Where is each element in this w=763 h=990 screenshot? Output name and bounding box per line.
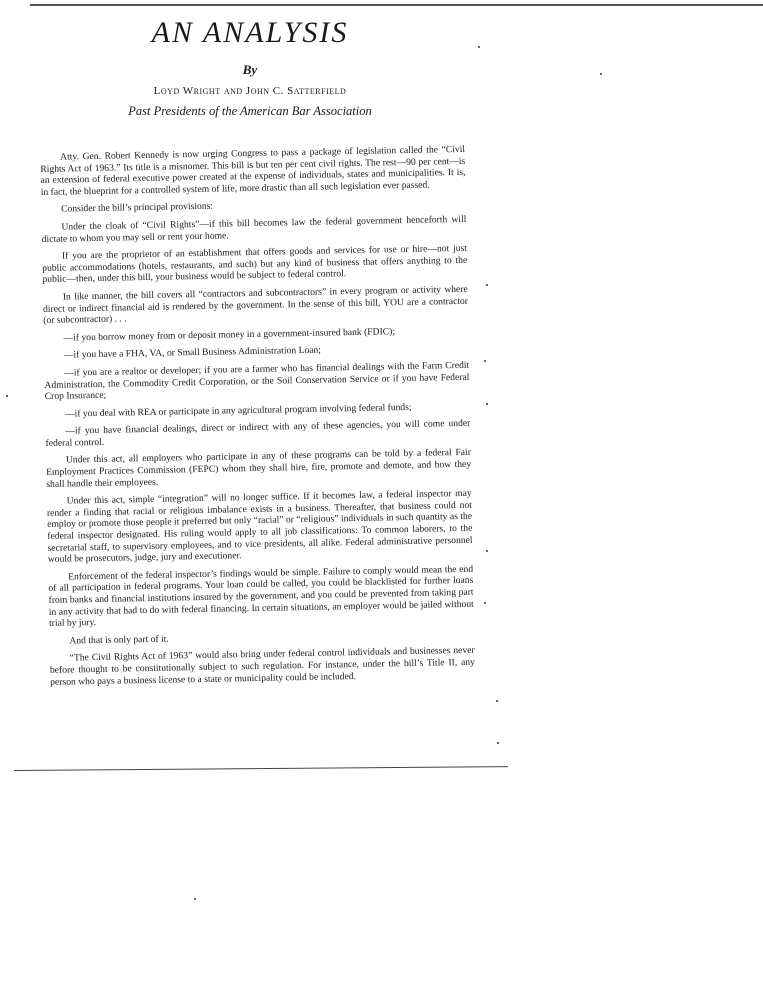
bottom-rule	[14, 766, 508, 771]
list-item-rea: —if you deal with REA or participate in any agricultural program involving federal funds;	[64, 401, 412, 420]
author-affiliation: Past Presidents of the American Bar Association	[128, 104, 372, 118]
paragraph-title-ii: “The Civil Rights Act of 1963” would also bring under federal control individuals and businesses never before thought to be constitutionally subject to such regulation. For instance, under the bill’s Title II, any person who pays a business license to a state or municipality could be included.	[49, 645, 475, 688]
scan-speck	[6, 395, 8, 397]
paragraph-intro: Atty. Gen. Robert Kennedy is now urging Congress to pass a package of legislation called the “Civil Rights Act of 1963.” Its title is a misnomer. This bill is but ten per cent civil rights. The rest—90 per cent—is an extension of federal executive power created at the expense of individuals, states and municipalities. It is, in fact, the blueprint for a controlled system of life, more drastic than all such legislation ever passed.	[40, 143, 466, 198]
top-rule	[30, 4, 763, 6]
list-item-agencies: —if you have financial dealings, direct or indirect with any of these agencies, you will come under federal control.	[45, 418, 471, 449]
scan-speck	[486, 284, 488, 286]
scan-speck	[484, 602, 486, 604]
paragraph-enforcement: Enforcement of the federal inspector’s findings would be simple. Failure to comply would mean the end of all participation in federal programs. Your loan could be called, you could be blacklisted for further loans from banks and financial institutions insured by the government, and you could be prevented from taking part in any activity that had to do with federal financing. In certain situations, an employer would be jailed without trial by jury.	[48, 563, 474, 630]
paragraph-contractors: In like manner, the bill covers all “contractors and subcontractors” in every program or activity where direct or indirect financial aid is rendered by the government. In the sense of this bill, YOU are a contractor (or subcontractor) . . .	[42, 283, 469, 327]
scan-speck	[600, 73, 602, 75]
paragraph-business: If you are the proprietor of an establishment that offers goods and services for use or hire—not just public accommodations (hotels, restaurants, and such) but any kind of business that offers anything to the public—then, under this bill, your business would be subject to federal control.	[42, 242, 468, 286]
page-title: AN ANALYSIS	[151, 16, 349, 49]
article-body	[40, 144, 475, 694]
paragraph-housing: Under the cloak of “Civil Rights”—if this bill becomes law the federal government henceforth will dictate to whom you may sell or rent your home.	[41, 213, 467, 245]
scan-speck	[496, 700, 498, 702]
scan-speck	[497, 742, 499, 744]
scan-speck	[194, 898, 196, 900]
scan-speck	[484, 360, 486, 362]
list-item-loan: —if you have a FHA, VA, or Small Business Administration Loan;	[63, 344, 322, 361]
byline: By	[242, 62, 258, 77]
scan-speck	[478, 46, 480, 48]
paragraph-only-part: And that is only part of it.	[69, 633, 169, 647]
authors: Loyd Wright and John C. Satterfield	[153, 85, 347, 97]
paragraph-integration: Under this act, simple “integration” will no longer suffice. If it becomes law, a federal inspector may render a finding that racial or religious imbalance exists in a business. Thereafter, that business could not employ or promote those people it preferred but only “racial” or “religious” individuals in such quantity as the federal inspector designated. His ruling would apply to all job classifications: To common laborers, to the secretarial staff, to supervisory employees, and to vice presidents, all alike. Federal administrative personnel would be prosecutors, judge, jury and executioner.	[46, 488, 473, 566]
scan-speck	[486, 403, 488, 405]
list-item-bank: —if you borrow money from or deposit money in a government-insured bank (FDIC);	[63, 325, 396, 344]
paragraph-fepc: Under this act, all employers who participate in any of these programs can be told by a federal Fair Employment Practices Commission (FEPC) whom they shall hire, fire, promote and demote, and how they shall handle their employees.	[46, 447, 472, 490]
list-item-realtor-farmer: —if you are a realtor or developer; if you are a farmer who has financial dealings with the Farm Credit Administration, the Commodity Credit Corporation, or the Soil Conservation Service or if you have Federal Crop Insurance;	[44, 359, 470, 403]
scan-speck	[486, 550, 488, 552]
paragraph-provisions-lead: Consider the bill’s principal provisions:	[61, 201, 214, 215]
